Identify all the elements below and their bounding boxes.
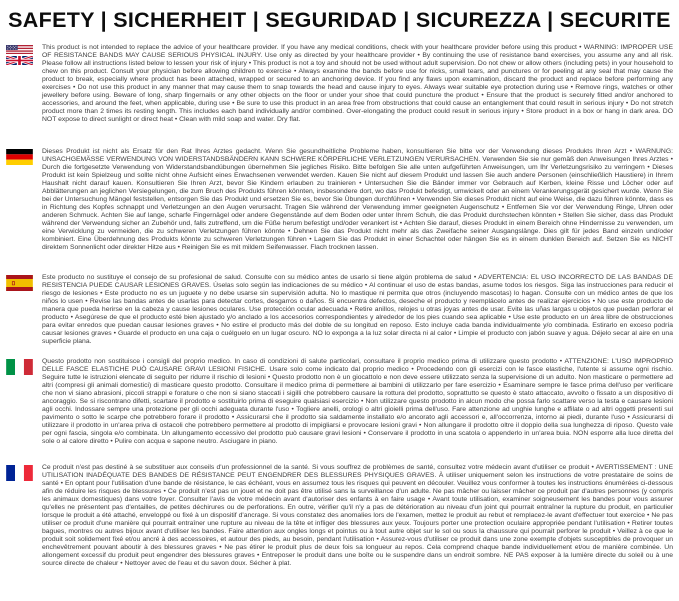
italy-flag-icon (6, 359, 33, 375)
germany-flag-icon (6, 149, 33, 165)
us-flag-icon (6, 45, 33, 54)
safety-text-italian: Questo prodotto non sostituisce i consigli del proprio medico. In caso di condizioni di salute particolari, consultare il proprio medico prima di utilizzare questo prodotto • ATTENZIONE: L'USO IMPROPRIO DELLE FASCE ELASTICHE PUÒ CAUSARE GRAVI LESIONI FISICHE. Usare solo come indicato dal proprio medico • Procedendo con gli esercizi con le fasce elastiche, l'utente si assume ogni rischio. Seguire tutte le istruzioni elencate di seguito per ridurre il rischio di lesioni • Questo prodotto non è un giocattolo e non deve essere utilizzato senza la supervisione di un adulto. Non masticare o permettere ad altri (compresi gli animali domestici) di masticare questo prodotto. Consultare il medico prima di permettere ai bambini di utilizzarlo per fare esercizio • Esaminare sempre le fasce prima dell'uso per verificare che non vi siano abrasioni, piccoli strappi e forature o che non si siano staccati i sigilli che potrebbero causare la rottura del prodotto, soprattutto se questo è stato attaccato, avvolto o fissato a un dispositivo di ancoraggio. Se si riscontrano difetti, scartare il prodotto e sostituirlo prima di eseguire qualsiasi esercizio • Non utilizzare questo prodotto in alcun modo che possa farlo scattare verso la testa e causare lesioni agli occhi. Indossare sempre una protezione per gli occhi adeguata durante l'uso • Togliere anelli, orologi o altri gioielli prima dell'uso. Fare attenzione ad unghie lunghe e affilate o ad altri oggetti presenti sul pavimento o sotto le scarpe che potrebbero forare il prodotto • Assicurarsi che il prodotto sia saldamente installato e/o ancorato agli accessori e, all'occorrenza, intorno ai piedi, durante l'uso • Assicurarsi di utilizzare il prodotto in un'area priva di ostacoli che potrebbero permettere al prodotto di impigliarsi e provocare lesioni gravi • Non allungare il prodotto oltre il doppio della sua lunghezza di riposo. Questo vale per ogni fascia, singola e/o combinata. Un allungamento eccessivo del prodotto può causare gravi lesioni • Conservare il prodotto in una scatola o appenderlo in un'area buia. NON esporre alla luce diretta del sole o al calore diretto • Pulire con acqua e sapone neutro. Asciugare in piano. (42, 358, 673, 445)
section-german (6, 148, 673, 252)
france-flag-icon (6, 465, 33, 481)
flag-column-english (6, 44, 33, 65)
spain-flag-icon (6, 275, 33, 291)
flag-column-french (6, 464, 33, 481)
section-english (6, 44, 673, 124)
uk-flag-icon (6, 56, 33, 65)
safety-text-english: This product is not intended to replace the advice of your healthcare provider. If you have any medical conditions, check with your healthcare provider before using this product • WARNING: IMPROPER USE OF RESISTANCE BANDS MAY CAUSE SERIOUS PHYSICAL INJURY. Use only as directed by your healthcare provider • By continuing the use of resistance band exercises, you assume any and all risk. Please follow all instructions listed below to lessen your risk of injury • This product is not a toy and should not be used without adult supervision. Do not chew or allow others (including pets) in your household to chew on this product. Consult your physician before allowing children to exercise • Always examine the bands before use for nicks, small tears, and punctures or for peeling at any seal that may cause the product to break, especially where product has been attached, wrapped or secured to an anchoring device. If you find any flaws upon examination, discard the product and replace before performing any exercises • Do not use this product in any manner that may cause them to snap towards the head and cause injury to eyes. Always wear suitable eye protection during use • Remove rings, watches or other jewellery before using. Beware of long, sharp fingernails or any other objects on the floor or under your shoe that could puncture the product • Ensure that the product is securely fitted and/or anchored to accessories, and around the feet, when applicable, during use • Be sure to use this product in an area free from obstructions that could cause an entanglement that could result in serious injury • Do not stretch product more than 2 times its resting length. This includes each band individually and/or combined. Over-elongating the product could result in serious injury • Store product in a box or hang in dark area. DO NOT expose to direct sunlight or direct heat • Clean with mild soap and water. Dry flat. (42, 44, 673, 123)
flag-column-spanish (6, 274, 33, 291)
section-italian (6, 358, 673, 446)
safety-text-french: Ce produit n'est pas destiné à se substituer aux conseils d'un professionnel de la santé. Si vous souffrez de problèmes de santé, consultez votre médecin avant d'utiliser ce produit • AVERTISSEMENT : UNE UTILISATION INADÉQUATE DES BANDES DE RÉSISTANCE PEUT ENGENDRER DES BLESSURES PHYSIQUES GRAVES. À utiliser uniquement selon les instructions de votre prestataire de soins de santé • En optant pour l'utilisation d'une bande de résistance, le cas échéant, vous en assumez tous les risques qui peuvent en découler. Veuillez vous conformer à toutes les instructions énumérées ci-dessous afin de réduire les risques de blessures • Ce produit n'est pas un jouet et ne doit pas être utilisé sans la surveillance d'un adulte. Ne pas mâcher ou laisser mâcher ce produit par d'autres personnes (y compris les animaux domestiques) dans votre foyer. Consulter l'avis de votre médecin avant d'autoriser des enfants à en faire usage • Avant toute utilisation, examiner soigneusement les bandes pour vous assurer qu'elles ne présentent pas d'entailles, de petites déchirures ou de perforations. En outre, vérifier qu'il n'y a pas de détérioration au niveau d'un joint qui pourrait entraîner la rupture du produit, en particulier lorsque le produit a été attaché, enveloppé ou fixé à un dispositif d'ancrage. Si vous constatez des anomalies lors de l'examen, mettez le produit au rebut et remplacez-le avant d'effectuer tout exercice • Ne pas utiliser ce produit d'une manière qui pourrait entraîner une rupture au niveau de la tête et infliger des blessures aux yeux. Toujours porter une protection oculaire appropriée pendant l'utilisation • Retirer toutes bagues, montres ou autres bijoux avant d'utiliser les bandes. Faire attention aux ongles longs et pointus ou à tout autre objet sur le sol ou sous la chaussure qui pourrait perforer le produit • Veillez à ce que le produit soit solidement fixé et/ou ancré à des accessoires, et autour des pieds, au besoin, pendant l'utilisation • Assurez-vous d'utiliser ce produit dans une zone exempte d'objets susceptibles de provoquer un enchevêtrement pouvant aboutir à des blessures graves • Ne pas étirer le produit plus de deux fois sa longueur au repos. Cela comprend chaque bande individuellement et/ou de manière combinée. Un allongement excessif du produit peut engendrer des blessures graves • Entreposer le produit dans une boîte ou le suspendre dans un endroit sombre. NE PAS exposer à la lumière directe du soleil ou à une source directe de chaleur • Nettoyer avec de l'eau et du savon doux. Sécher à plat. (42, 464, 673, 567)
flag-column-german (6, 148, 33, 165)
flag-column-italian (6, 358, 33, 375)
safety-text-german: Dieses Produkt ist nicht als Ersatz für den Rat Ihres Arztes gedacht. Wenn Sie gesundheitliche Probleme haben, konsultieren Sie bitte vor der Verwendung dieses Produkts Ihren Arzt • WARNUNG: UNSACHGEMÄSSE VERWENDUNG VON WIDERSTANDSBÄNDERN KANN SCHWERE KÖRPERLICHE VERLETZUNGEN VERURSACHEN. Verwenden Sie sie nur gemäß den Anweisungen Ihres Arztes • Durch die fortgesetzte Verwendung von Widerstandsbandübungen übernehmen Sie jegliches Risiko. Bitte befolgen Sie alle unten aufgeführten Anweisungen, um Ihr Verletzungsrisiko zu verringern • Dieses Produkt ist kein Spielzeug und sollte nicht ohne Aufsicht eines Erwachsenen verwendet werden. Kauen Sie nicht auf diesem Produkt und lassen Sie auch andere Personen (einschließlich Haustiere) in Ihrem Haushalt nicht darauf kauen. Konsultieren Sie Ihren Arzt, bevor Sie Kindern erlauben zu trainieren • Untersuchen Sie die Bänder immer vor Gebrauch auf Kerben, kleine Risse und Löcher oder auf Abblätterungen an jeglichen Versiegelungen, die zum Bruch des Produkts führen könnten, insbesondere dort, wo das Produkt befestigt, umwickelt oder an einem Verankerungsgerät gesichert wurde. Wenn Sie bei der Untersuchung Mängel feststellen, entsorgen Sie das Produkt und ersetzen Sie es, bevor Sie Übungen durchführen • Verwenden Sie dieses Produkt nicht auf eine Weise, die dazu führen könnte, dass es in Richtung des Kopfes schnappt und Verletzungen an den Augen verursacht. Tragen Sie während der Verwendung immer geeigneten Augenschutz • Entfernen Sie vor der Verwendung Ringe, Uhren oder anderen Schmuck. Achten Sie auf lange, scharfe Fingernägel oder andere Gegenstände auf dem Boden oder unter Ihrem Schuh, die das Produkt durchstechen könnten • Stellen Sie sicher, dass das Produkt während der Verwendung sicher an Zubehör und, falls zutreffend, um die Füße herum befestigt und/oder verankert ist • Achten Sie darauf, dieses Produkt in einem Bereich ohne Hindernisse zu verwenden, um eine Verwicklung zu vermeiden, die zu schweren Verletzungen führen könnte • Dehnen Sie das Produkt nicht mehr als das Zweifache seiner Ausgangslänge. Dies gilt für jedes Band einzeln und/oder kombiniert. Eine Überdehnung des Produkts könnte zu schweren Verletzungen führen • Lagern Sie das Produkt in einer Schachtel oder hängen Sie es in einem dunklen Bereich auf. Setzen Sie es NICHT direktem Sonnenlicht oder direkter Hitze aus • Reinigen Sie es mit mildem Seifenwasser. Flach trocknen lassen. (42, 148, 673, 251)
section-french (6, 464, 673, 568)
page-title: SAFETY | SICHERHEIT | SEGURIDAD | SICUREZZA | SECURITE (8, 8, 671, 32)
section-spanish (6, 274, 673, 346)
safety-text-spanish: Este producto no sustituye el consejo de su profesional de salud. Consulte con su médico antes de usarlo si tiene algún problema de salud • ADVERTENCIA: EL USO INCORRECTO DE LAS BANDAS DE RESISTENCIA PUEDE CAUSAR LESIONES GRAVES. Úselas solo según las indicaciones de su médico • Al continuar el uso de estas bandas, asume todos los riesgos. Siga las instrucciones para reducir el riesgo de lesiones • Este producto no es un juguete y no debe usarse sin supervisión adulta. No lo mastique ni permita que otros (incluyendo mascotas) lo hagan. Consulte con un médico antes de que los niños lo usen • Revise las bandas antes de usarlas para detectar cortes, desgarros o daños. Si encuentra defectos, deseche el producto y reemplácelo antes de realizar ejercicios • No use este producto de manera que pueda herirse en la cabeza y cause lesiones oculares. Use protección ocular adecuada • Retire anillos, relojes u otras joyas antes de usar. Evite las uñas largas u objetos que puedan perforar el producto • Asegúrese de que el producto esté bien ajustado y/o anclado a los accesorios correspondientes y alrededor de los pies cuando sea aplicable • Use este producto en un área libre de obstrucciones para evitar enredos que puedan causar lesiones graves • No estire el producto más del doble de su longitud en reposo. Esto incluye cada banda individualmente y/o combinada. Estirarlo en exceso podría causar lesiones graves • Guarde el producto en una caja o cuélguelo en un lugar oscuro. NO lo exponga a la luz solar directa ni al calor • Limpie el producto con jabón suave y agua. Déjelo secar al aire en una superficie plana. (42, 274, 673, 345)
